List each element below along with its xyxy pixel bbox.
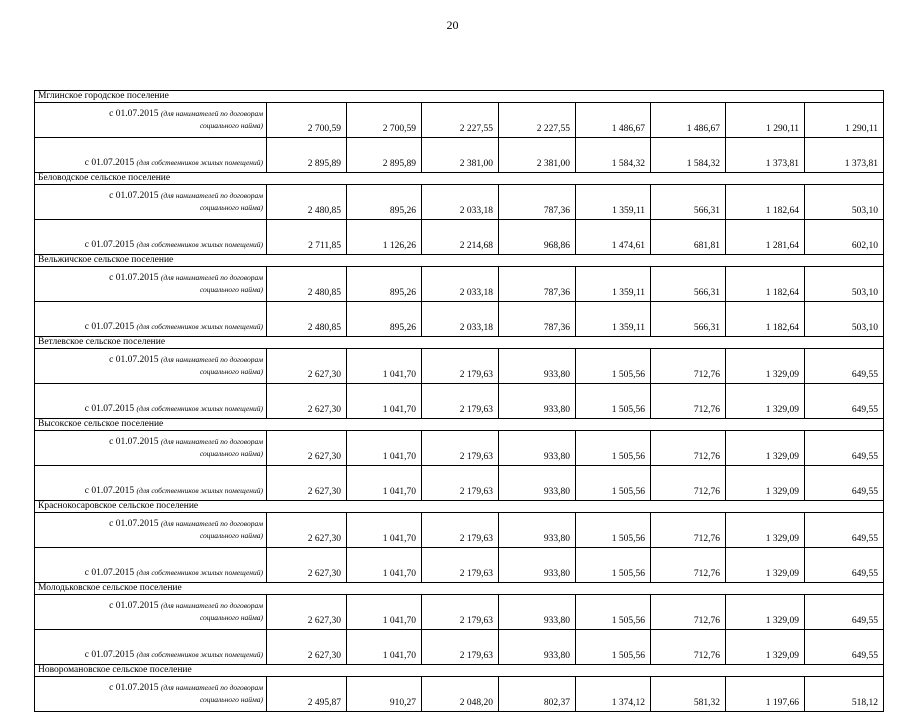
row-label [35, 220, 267, 255]
tariff-value-cell: 602,10 [805, 220, 884, 255]
row-note: (для нанимателей по договорам [160, 273, 263, 282]
tariff-value-cell: 1 281,64 [726, 220, 805, 255]
tariff-value-cell: 2 627,30 [267, 630, 347, 665]
tariff-value-cell: 1 374,12 [576, 677, 651, 712]
tariff-value-cell: 2 700,59 [267, 103, 347, 138]
tariff-value-cell: 503,10 [805, 302, 884, 337]
tariff-value-cell: 1 197,66 [726, 677, 805, 712]
tariff-value-cell: 2 627,30 [267, 384, 347, 419]
tariff-value-cell: 712,76 [651, 630, 726, 665]
row-note-continued: социального найма) [199, 285, 263, 294]
settlement-header-row [35, 501, 884, 513]
tenants-tariff-row [35, 513, 884, 548]
tariff-value-cell: 2 480,85 [267, 302, 347, 337]
tenants-tariff-row [35, 267, 884, 302]
owners-tariff-row [35, 630, 884, 665]
tariff-value-cell: 2 495,87 [267, 677, 347, 712]
row-label [35, 630, 267, 665]
tariff-value-cell: 1 041,70 [347, 513, 422, 548]
tariff-value-cell: 1 584,32 [576, 138, 651, 173]
row-label-line-1 [38, 682, 263, 694]
row-label-line-1 [38, 403, 263, 415]
owners-tariff-row [35, 548, 884, 583]
tariff-value-cell: 712,76 [651, 466, 726, 501]
tariff-value-cell: 1 505,56 [576, 595, 651, 630]
tariff-value-cell: 1 329,09 [726, 595, 805, 630]
tariff-value-cell: 1 505,56 [576, 384, 651, 419]
row-label [35, 103, 267, 138]
tariff-value-cell: 1 041,70 [347, 630, 422, 665]
row-label-line-1 [38, 321, 263, 333]
page-number: 20 [446, 18, 459, 32]
tariff-value-cell: 1 329,09 [726, 349, 805, 384]
tariff-value-cell: 649,55 [805, 466, 884, 501]
tariff-value-cell: 2 179,63 [422, 513, 499, 548]
row-label-line-1 [38, 649, 263, 661]
tenants-tariff-row [35, 431, 884, 466]
tariff-value-cell: 933,80 [499, 349, 576, 384]
tariff-value-cell: 1 505,56 [576, 466, 651, 501]
tariff-value-cell: 649,55 [805, 349, 884, 384]
settlement-name: Молодьковское сельское поселение [35, 583, 884, 595]
tariff-value-cell: 933,80 [499, 548, 576, 583]
tariff-value-cell: 933,80 [499, 384, 576, 419]
row-label [35, 431, 267, 466]
tenants-tariff-row [35, 185, 884, 220]
tariff-value-cell: 1 505,56 [576, 548, 651, 583]
tariff-value-cell: 1 329,09 [726, 466, 805, 501]
tariff-value-cell: 1 041,70 [347, 548, 422, 583]
tariff-value-cell: 933,80 [499, 630, 576, 665]
row-note: (для нанимателей по договорам [160, 191, 263, 200]
row-label [35, 302, 267, 337]
tariff-value-cell: 581,32 [651, 677, 726, 712]
settlement-name: Мглинское городское поселение [35, 91, 884, 103]
tariff-value-cell: 2 895,89 [347, 138, 422, 173]
tariff-value-cell: 2 627,30 [267, 595, 347, 630]
row-date: с 01.07.2015 [84, 486, 135, 496]
tariff-value-cell: 968,86 [499, 220, 576, 255]
settlement-header-row [35, 173, 884, 185]
tariff-value-cell: 1 126,26 [347, 220, 422, 255]
row-label [35, 384, 267, 419]
tariff-value-cell: 1 505,56 [576, 513, 651, 548]
row-date: с 01.07.2015 [109, 355, 159, 365]
owners-tariff-row [35, 384, 884, 419]
tariff-value-cell: 1 182,64 [726, 267, 805, 302]
tenants-tariff-row [35, 103, 884, 138]
row-note-continued: социального найма) [199, 449, 263, 458]
row-date: с 01.07.2015 [109, 683, 159, 693]
tariff-value-cell: 2 381,00 [499, 138, 576, 173]
tariff-value-cell: 2 033,18 [422, 267, 499, 302]
settlement-name: Вельжичское сельское поселение [35, 255, 884, 267]
row-date: с 01.07.2015 [84, 404, 135, 414]
tariff-value-cell: 649,55 [805, 630, 884, 665]
tariff-value-cell: 1 329,09 [726, 384, 805, 419]
tariff-value-cell: 895,26 [347, 302, 422, 337]
settlement-header-row [35, 255, 884, 267]
row-note: (для нанимателей по договорам [160, 601, 263, 610]
tenants-tariff-row [35, 595, 884, 630]
row-note: (для нанимателей по договорам [160, 109, 263, 118]
row-label-line-1 [38, 567, 263, 579]
tariff-value-cell: 910,27 [347, 677, 422, 712]
row-note: (для нанимателей по договорам [160, 355, 263, 364]
tariff-value-cell: 1 041,70 [347, 349, 422, 384]
tariff-value-cell: 1 584,32 [651, 138, 726, 173]
row-note-continued: социального найма) [199, 613, 263, 622]
row-label [35, 513, 267, 548]
tariff-value-cell: 649,55 [805, 431, 884, 466]
tariff-value-cell: 1 041,70 [347, 384, 422, 419]
tariff-value-cell: 1 329,09 [726, 630, 805, 665]
tariff-value-cell: 649,55 [805, 513, 884, 548]
row-label [35, 595, 267, 630]
tariff-value-cell: 712,76 [651, 595, 726, 630]
tariff-value-cell: 1 329,09 [726, 548, 805, 583]
tariff-value-cell: 895,26 [347, 185, 422, 220]
tariff-value-cell: 2 627,30 [267, 548, 347, 583]
tariff-value-cell: 2 179,63 [422, 384, 499, 419]
row-date: с 01.07.2015 [84, 158, 135, 168]
row-label-line-1 [38, 157, 263, 169]
tariff-value-cell: 566,31 [651, 267, 726, 302]
tariff-value-cell: 2 480,85 [267, 185, 347, 220]
settlement-name: Беловодское сельское поселение [35, 173, 884, 185]
owners-tariff-row [35, 220, 884, 255]
settlement-header-row [35, 91, 884, 103]
tariff-value-cell: 1 182,64 [726, 302, 805, 337]
tariff-value-cell: 1 359,11 [576, 185, 651, 220]
tariff-value-cell: 933,80 [499, 513, 576, 548]
tariff-value-cell: 712,76 [651, 431, 726, 466]
row-note: (для собственников жилых помещений) [136, 322, 263, 331]
tariff-value-cell: 1 505,56 [576, 349, 651, 384]
row-note-continued: социального найма) [199, 203, 263, 212]
tariff-value-cell: 712,76 [651, 513, 726, 548]
tariff-table-body [35, 91, 884, 712]
tariff-value-cell: 1 486,67 [651, 103, 726, 138]
settlement-name: Новоромановское сельское поселение [35, 665, 884, 677]
settlement-header-row [35, 665, 884, 677]
row-note: (для собственников жилых помещений) [136, 568, 263, 577]
row-note: (для нанимателей по договорам [160, 519, 263, 528]
row-note-continued: социального найма) [199, 531, 263, 540]
tariff-value-cell: 2 179,63 [422, 466, 499, 501]
row-label-line-1 [38, 485, 263, 497]
row-date: с 01.07.2015 [109, 601, 159, 611]
tariff-value-cell: 2 179,63 [422, 595, 499, 630]
row-note-continued: социального найма) [199, 121, 263, 130]
tariff-value-cell: 2 214,68 [422, 220, 499, 255]
tariff-value-cell: 787,36 [499, 302, 576, 337]
tariff-value-cell: 1 041,70 [347, 466, 422, 501]
tariff-table [34, 90, 884, 712]
owners-tariff-row [35, 466, 884, 501]
settlement-name: Краснокосаровское сельское поселение [35, 501, 884, 513]
tariff-value-cell: 1 290,11 [726, 103, 805, 138]
row-date: с 01.07.2015 [84, 568, 135, 578]
row-label [35, 138, 267, 173]
owners-tariff-row [35, 302, 884, 337]
tenants-tariff-row [35, 677, 884, 712]
row-label-line-1 [38, 108, 263, 120]
row-date: с 01.07.2015 [109, 519, 159, 529]
row-date: с 01.07.2015 [84, 650, 135, 660]
row-label-line-1 [38, 600, 263, 612]
row-date: с 01.07.2015 [109, 437, 159, 447]
row-note: (для нанимателей по договорам [160, 437, 263, 446]
row-label [35, 677, 267, 712]
row-date: с 01.07.2015 [109, 191, 159, 201]
tariff-value-cell: 1 359,11 [576, 267, 651, 302]
tariff-value-cell: 2 179,63 [422, 630, 499, 665]
tariff-value-cell: 2 627,30 [267, 431, 347, 466]
tariff-value-cell: 1 505,56 [576, 431, 651, 466]
tariff-value-cell: 787,36 [499, 267, 576, 302]
row-label-line-1 [38, 239, 263, 251]
tariff-value-cell: 566,31 [651, 302, 726, 337]
tariff-value-cell: 2 179,63 [422, 349, 499, 384]
row-date: с 01.07.2015 [109, 109, 159, 119]
tariff-value-cell: 712,76 [651, 384, 726, 419]
tariff-value-cell: 2 480,85 [267, 267, 347, 302]
settlement-header-row [35, 419, 884, 431]
row-note: (для собственников жилых помещений) [136, 404, 263, 413]
tariff-value-cell: 649,55 [805, 384, 884, 419]
tariff-value-cell: 787,36 [499, 185, 576, 220]
tariff-value-cell: 2 179,63 [422, 431, 499, 466]
row-label-line-1 [38, 354, 263, 366]
tariff-value-cell: 518,12 [805, 677, 884, 712]
row-note: (для собственников жилых помещений) [136, 486, 263, 495]
tariff-value-cell: 933,80 [499, 466, 576, 501]
tariff-value-cell: 712,76 [651, 349, 726, 384]
tariff-value-cell: 1 290,11 [805, 103, 884, 138]
tariff-value-cell: 503,10 [805, 185, 884, 220]
row-note-continued: социального найма) [199, 367, 263, 376]
tariff-value-cell: 2 627,30 [267, 513, 347, 548]
settlement-header-row [35, 337, 884, 349]
row-note: (для собственников жилых помещений) [136, 650, 263, 659]
tariff-value-cell: 2 033,18 [422, 185, 499, 220]
tariff-value-cell: 802,37 [499, 677, 576, 712]
tariff-value-cell: 681,81 [651, 220, 726, 255]
tariff-value-cell: 933,80 [499, 431, 576, 466]
owners-tariff-row [35, 138, 884, 173]
tariff-value-cell: 566,31 [651, 185, 726, 220]
tariff-value-cell: 503,10 [805, 267, 884, 302]
tariff-value-cell: 1 182,64 [726, 185, 805, 220]
row-note: (для нанимателей по договорам [160, 683, 263, 692]
tariff-value-cell: 2 227,55 [422, 103, 499, 138]
tariff-value-cell: 2 895,89 [267, 138, 347, 173]
tariff-value-cell: 1 329,09 [726, 431, 805, 466]
tariff-value-cell: 1 373,81 [726, 138, 805, 173]
tenants-tariff-row [35, 349, 884, 384]
tariff-value-cell: 1 329,09 [726, 513, 805, 548]
row-note-continued: социального найма) [199, 695, 263, 704]
row-label-line-1 [38, 518, 263, 530]
tariff-value-cell: 2 227,55 [499, 103, 576, 138]
tariff-value-cell: 712,76 [651, 548, 726, 583]
row-date: с 01.07.2015 [109, 273, 159, 283]
row-label-line-1 [38, 436, 263, 448]
tariff-value-cell: 2 711,85 [267, 220, 347, 255]
row-label [35, 349, 267, 384]
row-label-line-1 [38, 272, 263, 284]
tariff-value-cell: 2 627,30 [267, 466, 347, 501]
row-date: с 01.07.2015 [84, 240, 135, 250]
tariff-value-cell: 1 041,70 [347, 431, 422, 466]
tariff-value-cell: 649,55 [805, 595, 884, 630]
tariff-value-cell: 1 474,61 [576, 220, 651, 255]
tariff-value-cell: 1 505,56 [576, 630, 651, 665]
tariff-value-cell: 2 033,18 [422, 302, 499, 337]
tariff-value-cell: 2 179,63 [422, 548, 499, 583]
tariff-value-cell: 2 381,00 [422, 138, 499, 173]
tariff-value-cell: 1 359,11 [576, 302, 651, 337]
tariff-value-cell: 2 627,30 [267, 349, 347, 384]
tariff-value-cell: 1 486,67 [576, 103, 651, 138]
row-label [35, 185, 267, 220]
settlement-name: Ветлевское сельское поселение [35, 337, 884, 349]
row-date: с 01.07.2015 [84, 322, 135, 332]
row-note: (для собственников жилых помещений) [136, 240, 263, 249]
tariff-value-cell: 1 041,70 [347, 595, 422, 630]
row-label-line-1 [38, 190, 263, 202]
tariff-value-cell: 933,80 [499, 595, 576, 630]
tariff-value-cell: 1 373,81 [805, 138, 884, 173]
settlement-name: Высокское сельское поселение [35, 419, 884, 431]
tariff-value-cell: 895,26 [347, 267, 422, 302]
tariff-value-cell: 2 048,20 [422, 677, 499, 712]
row-label [35, 267, 267, 302]
row-label [35, 548, 267, 583]
tariff-value-cell: 649,55 [805, 548, 884, 583]
row-label [35, 466, 267, 501]
tariff-value-cell: 2 700,59 [347, 103, 422, 138]
row-note: (для собственников жилых помещений) [136, 158, 263, 167]
settlement-header-row [35, 583, 884, 595]
